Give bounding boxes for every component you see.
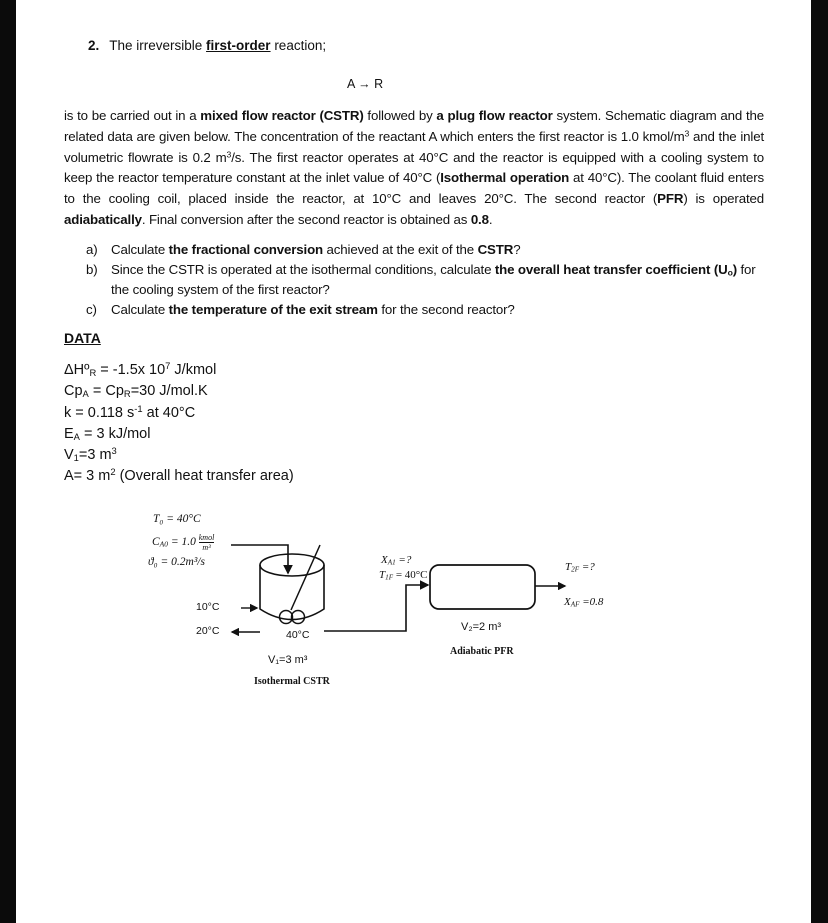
feed-flowrate-label: ϑ₀ = 0.2m³/s — [148, 556, 205, 568]
reactor-schematic — [16, 500, 811, 700]
data-item-rate-constant: k = 0.118 $s^{-1}$ at 40°C — [64, 402, 196, 421]
cstr-caption: Isothermal CSTR — [254, 676, 330, 687]
data-item-volume: $V_1=3$ $m^3$ — [64, 445, 117, 464]
subquestion-b: b) Since the CSTR is operated at the isothermal conditions, calculate the overall heat transfer coefficient $(U_o)$ for the cooling system of the first reactor? — [86, 262, 756, 297]
subquestion-c: c) Calculate the temperature of the exit stream for the second reactor? — [86, 302, 515, 317]
subquestion-list — [86, 240, 776, 320]
final-conversion-label: $X_{AF} =0.8$ — [564, 596, 604, 609]
question-number: 2. — [88, 38, 100, 53]
cstr-conversion-label: $X_{A1}$ =? — [381, 554, 412, 567]
document-page — [16, 0, 811, 923]
subquestion-a: a) Calculate the fractional conversion achieved at the exit of the CSTR? — [86, 242, 521, 257]
question-header: 2. The irreversible first-order reaction; — [88, 38, 327, 53]
data-item-heat-capacity: $Cp_A = Cp_R=30$ J/mol.K — [64, 383, 208, 400]
data-heading: DATA — [64, 330, 101, 346]
coolant-inlet-label: 10°C — [196, 601, 220, 613]
cstr-volume-label: V₁=3 m³ — [268, 654, 308, 666]
feed-temperature-label: T₀ = 40°C — [153, 513, 201, 525]
reaction-equation: A → R — [347, 77, 384, 91]
pfr-caption: Adiabatic PFR — [450, 646, 514, 657]
feed-concentration-label: $C_{A0} = 1.0$ kmol m³ — [152, 533, 215, 552]
cstr-temperature-label: 40°C — [286, 629, 310, 641]
data-item-activation-energy: $E_A = 3$ kJ/mol — [64, 425, 151, 442]
pfr-volume-label: V₂=2 m³ — [461, 621, 502, 633]
emphasis-first-order: first-order — [206, 38, 271, 53]
data-list — [64, 360, 294, 488]
data-item-enthalpy: ΔHº$_R$ = -1.5x $10^7$ J/kmol — [64, 359, 217, 378]
coolant-outlet-label: 20°C — [196, 625, 220, 637]
data-item-area: A= 3 $m^2$ (Overall heat transfer area) — [64, 466, 294, 485]
schematic-lines — [16, 500, 811, 700]
pfr-outlet-temperature-label: $T_{2F}$ =? — [565, 561, 595, 574]
cstr-outlet-temperature-label: $T_{1F} = 40^\circ C$ — [379, 569, 428, 582]
problem-paragraph: is to be carried out in a mixed flow reactor (CSTR) followed by a plug flow reactor system. Schematic diagram and the related data are given below. The concentration of the reactant A which enters the first reactor is 1.0 kmol/$m^3$ and the inlet volumetric flowrate is 0.2 $m^3/s$. The first reactor operates at 40°C and the reactor is equipped with a cooling system to keep the reactor temperature constant at the inlet value of 40°C (Isothermal operation at 40°C). The coolant fluid enters to the cooling coil, placed inside the reactor, at 10°C and leaves 20°C. The second reactor (PFR) is operated adiabatically. Final conversion after the second reactor is obtained as 0.8. — [64, 108, 764, 227]
